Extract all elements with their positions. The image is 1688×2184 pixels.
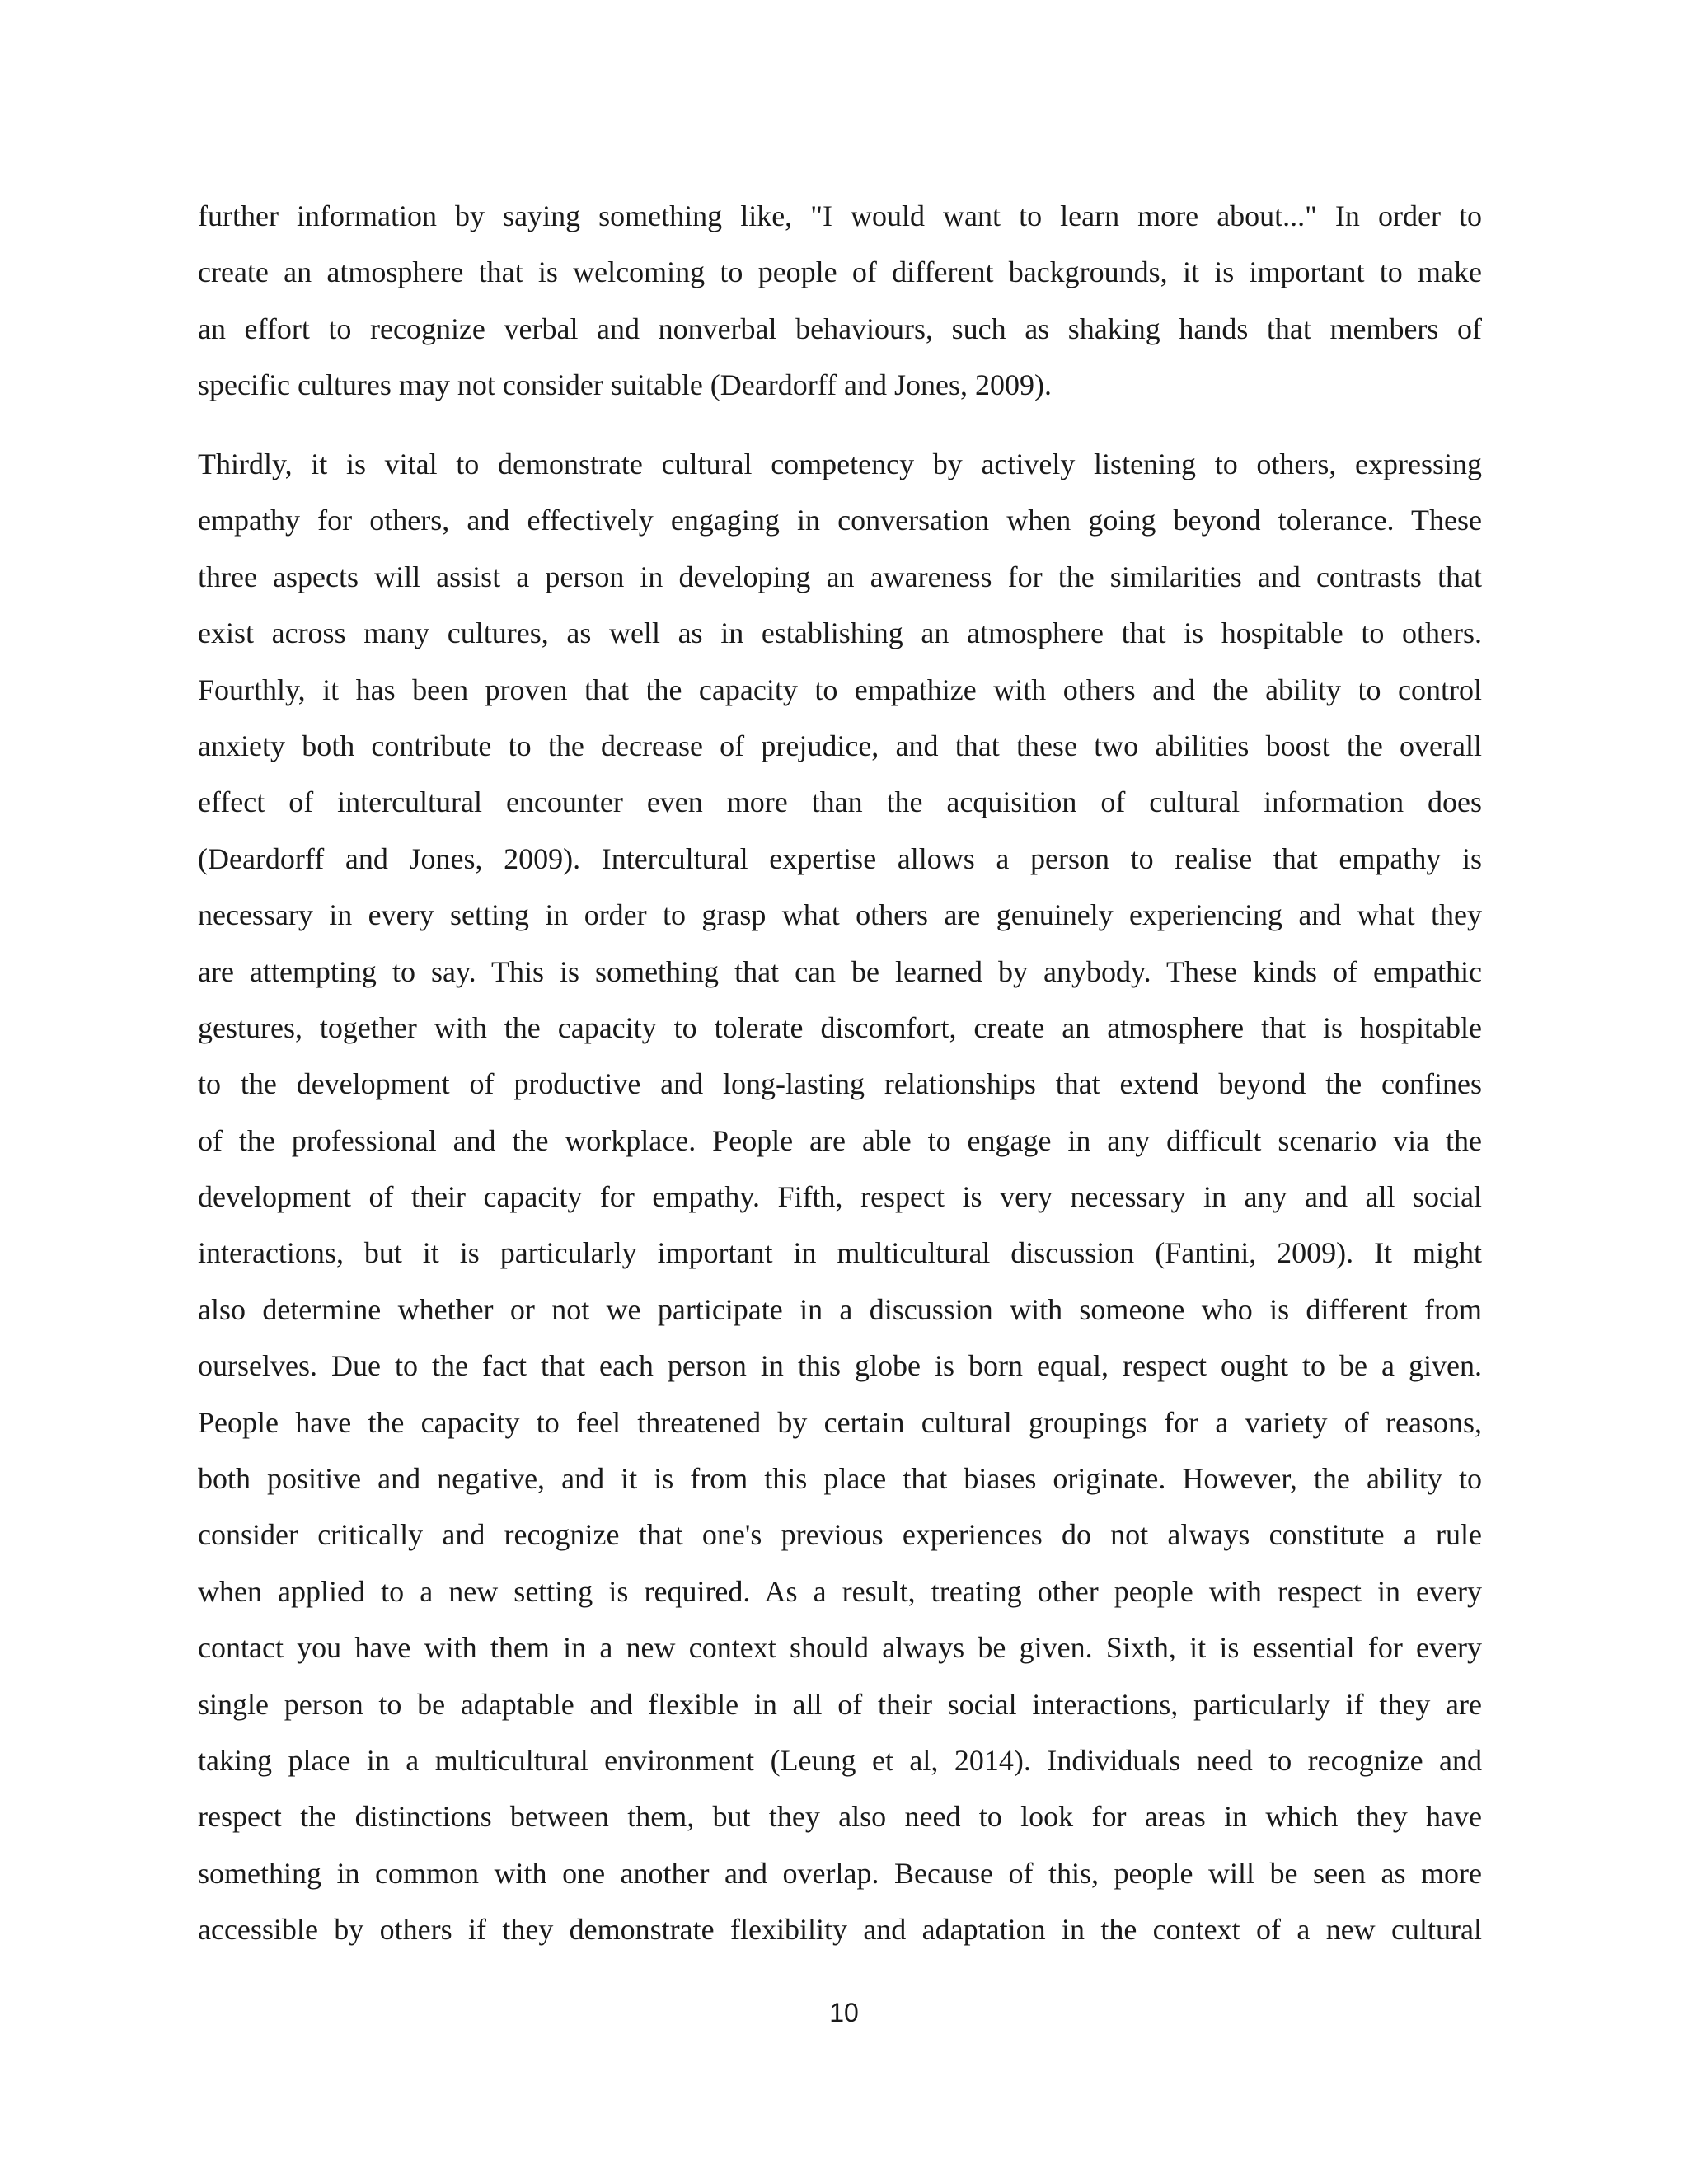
text-line: effect of intercultural encounter even more than the acquisition of cultural information does — [198, 785, 1482, 819]
text-line: also determine whether or not we participate in a discussion with someone who is different from — [198, 1292, 1482, 1326]
text-line: three aspects will assist a person in developing an awareness for the similarities and contrasts that — [198, 560, 1482, 593]
text-line: respect the distinctions between them, but they also need to look for areas in which they have — [198, 1800, 1482, 1834]
text-line: further information by saying something like, "I would want to learn more about..." In order to — [198, 199, 1482, 232]
text-line: single person to be adaptable and flexible in all of their social interactions, particularly if they are — [198, 1687, 1482, 1721]
text-line: contact you have with them in a new context should always be given. Sixth, it is essential for every — [198, 1631, 1482, 1665]
text-line: create an atmosphere that is welcoming to people of different backgrounds, it is important to make — [198, 255, 1482, 289]
text-line: an effort to recognize verbal and nonverbal behaviours, such as shaking hands that members of — [198, 312, 1482, 345]
text-line: anxiety both contribute to the decrease of prejudice, and that these two abilities boost the overall — [198, 729, 1482, 762]
text-line: (Deardorff and Jones, 2009). Intercultural expertise allows a person to realise that empathy is — [198, 841, 1482, 875]
text-line: are attempting to say. This is something that can be learned by anybody. These kinds of empathic — [198, 954, 1482, 988]
text-line: of the professional and the workplace. People are able to engage in any difficult scenario via the — [198, 1123, 1482, 1157]
text-line: consider critically and recognize that one's previous experiences do not always constitute a rule — [198, 1518, 1482, 1552]
text-line: something in common with one another and overlap. Because of this, people will be seen as more — [198, 1856, 1482, 1890]
text-line: Thirdly, it is vital to demonstrate cultural competency by actively listening to others, expressing — [198, 448, 1482, 480]
text-line: Fourthly, it has been proven that the capacity to empathize with others and the ability to control — [198, 673, 1482, 706]
text-line: gestures, together with the capacity to tolerate discomfort, create an atmosphere that is hospitable — [198, 1010, 1482, 1044]
text-line: empathy for others, and effectively engaging in conversation when going beyond tolerance. These — [198, 504, 1482, 537]
paragraph-2 — [198, 436, 1482, 1958]
text-line: both positive and negative, and it is from this place that biases originate. However, the ability to — [198, 1462, 1482, 1496]
text-line: when applied to a new setting is required. As a result, treating other people with respect in every — [198, 1574, 1482, 1608]
text-line: necessary in every setting in order to grasp what others are genuinely experiencing and what they — [198, 898, 1482, 932]
page-number: 10 — [829, 1998, 859, 2027]
paragraph-1 — [198, 188, 1482, 414]
text-line: specific cultures may not consider suitable (Deardorff and Jones, 2009). — [198, 368, 1053, 402]
text-line: exist across many cultures, as well as in establishing an atmosphere that is hospitable to others. — [198, 616, 1482, 650]
text-line: development of their capacity for empathy. Fifth, respect is very necessary in any and all social — [198, 1180, 1482, 1214]
text-line: taking place in a multicultural environment (Leung et al, 2014). Individuals need to recognize and — [198, 1743, 1482, 1777]
text-line: to the development of productive and long-lasting relationships that extend beyond the confines — [198, 1067, 1482, 1101]
text-line: ourselves. Due to the fact that each person in this globe is born equal, respect ought to be a given. — [198, 1349, 1482, 1383]
text-line: interactions, but it is particularly important in multicultural discussion (Fantini, 2009). It might — [198, 1236, 1482, 1270]
text-line: accessible by others if they demonstrate flexibility and adaptation in the context of a new cultural — [198, 1913, 1482, 1947]
text-line: People have the capacity to feel threatened by certain cultural groupings for a variety of reasons, — [198, 1405, 1482, 1439]
